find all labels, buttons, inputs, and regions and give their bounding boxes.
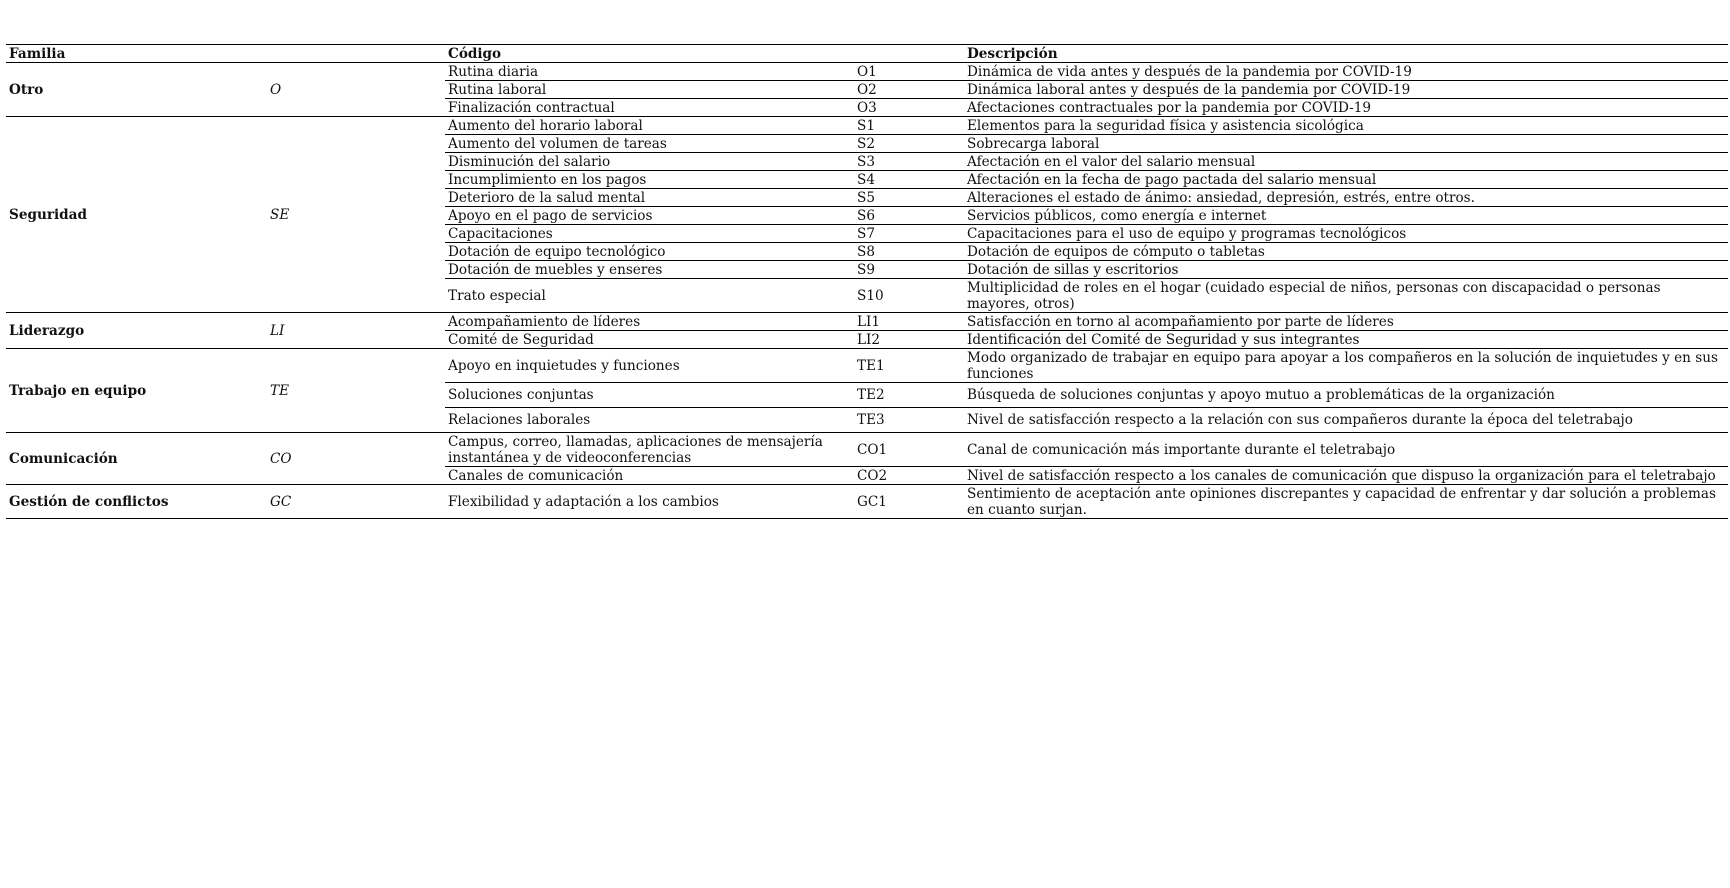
- header-empty-2: [854, 45, 964, 63]
- subcategory-cell: Incumplimiento en los pagos: [445, 171, 854, 189]
- subcategory-cell: Finalización contractual: [445, 99, 854, 117]
- code-cell: GC1: [854, 485, 964, 519]
- subcategory-cell: Apoyo en el pago de servicios: [445, 207, 854, 225]
- code-cell: CO1: [854, 433, 964, 467]
- subcategory-cell: Disminución del salario: [445, 153, 854, 171]
- header-empty: [267, 45, 445, 63]
- description-cell: Afectaciones contractuales por la pandemia por COVID-19: [964, 99, 1728, 117]
- description-cell: Canal de comunicación más importante durante el teletrabajo: [964, 433, 1728, 467]
- description-cell: Servicios públicos, como energía e internet: [964, 207, 1728, 225]
- family-name: Trabajo en equipo: [6, 349, 267, 433]
- description-cell: Dotación de equipos de cómputo o tabletas: [964, 243, 1728, 261]
- description-cell: Multiplicidad de roles en el hogar (cuidado especial de niños, personas con discapacidad o personas mayores, otros): [964, 279, 1728, 313]
- code-cell: S2: [854, 135, 964, 153]
- header-descripcion: Descripción: [967, 46, 1058, 62]
- description-cell: Nivel de satisfacción respecto a la relación con sus compañeros durante la época del teletrabajo: [964, 408, 1728, 433]
- subcategory-cell: Soluciones conjuntas: [445, 383, 854, 408]
- description-cell: Nivel de satisfacción respecto a los canales de comunicación que dispuso la organización para el teletrabajo: [964, 467, 1728, 485]
- subcategory-cell: Rutina diaria: [445, 63, 854, 81]
- subcategory-cell: Dotación de muebles y enseres: [445, 261, 854, 279]
- subcategory-cell: Relaciones laborales: [445, 408, 854, 433]
- family-abbreviation: GC: [267, 485, 445, 519]
- subcategory-cell: Campus, correo, llamadas, aplicaciones de mensajería instantánea y de videoconferencias: [445, 433, 854, 467]
- family-name: Otro: [6, 63, 267, 117]
- code-cell: S3: [854, 153, 964, 171]
- header-codigo: Código: [448, 46, 502, 62]
- table-header: [6, 45, 1728, 63]
- description-cell: Dinámica laboral antes y después de la pandemia por COVID-19: [964, 81, 1728, 99]
- code-cell: S5: [854, 189, 964, 207]
- description-cell: Sentimiento de aceptación ante opiniones discrepantes y capacidad de enfrentar y dar solución a problemas en cuanto surjan.: [964, 485, 1728, 519]
- subcategory-cell: Apoyo en inquietudes y funciones: [445, 349, 854, 383]
- table-row: [6, 63, 1728, 81]
- table-row: [6, 433, 1728, 467]
- description-cell: Capacitaciones para el uso de equipo y programas tecnológicos: [964, 225, 1728, 243]
- description-cell: Dotación de sillas y escritorios: [964, 261, 1728, 279]
- family-abbreviation: O: [267, 63, 445, 117]
- document-page: [6, 44, 1728, 519]
- table-row: [6, 117, 1728, 135]
- code-cell: O1: [854, 63, 964, 81]
- subcategory-cell: Aumento del horario laboral: [445, 117, 854, 135]
- code-cell: LI2: [854, 331, 964, 349]
- subcategory-cell: Trato especial: [445, 279, 854, 313]
- description-cell: Elementos para la seguridad física y asistencia sicológica: [964, 117, 1728, 135]
- description-cell: Sobrecarga laboral: [964, 135, 1728, 153]
- code-cell: CO2: [854, 467, 964, 485]
- family-name: Gestión de conflictos: [6, 485, 267, 519]
- subcategory-cell: Acompañamiento de líderes: [445, 313, 854, 331]
- code-cell: TE1: [854, 349, 964, 383]
- family-name: Liderazgo: [6, 313, 267, 349]
- description-cell: Afectación en el valor del salario mensual: [964, 153, 1728, 171]
- code-cell: LI1: [854, 313, 964, 331]
- category-table: [6, 44, 1728, 519]
- code-cell: S4: [854, 171, 964, 189]
- code-cell: O2: [854, 81, 964, 99]
- subcategory-cell: Comité de Seguridad: [445, 331, 854, 349]
- subcategory-cell: Flexibilidad y adaptación a los cambios: [445, 485, 854, 519]
- subcategory-cell: Canales de comunicación: [445, 467, 854, 485]
- description-cell: Dinámica de vida antes y después de la pandemia por COVID-19: [964, 63, 1728, 81]
- code-cell: S9: [854, 261, 964, 279]
- subcategory-cell: Aumento del volumen de tareas: [445, 135, 854, 153]
- description-cell: Modo organizado de trabajar en equipo para apoyar a los compañeros en la solución de inquietudes y en sus funciones: [964, 349, 1728, 383]
- code-cell: S6: [854, 207, 964, 225]
- description-cell: Satisfacción en torno al acompañamiento por parte de líderes: [964, 313, 1728, 331]
- code-cell: O3: [854, 99, 964, 117]
- code-cell: S10: [854, 279, 964, 313]
- table-row: [6, 313, 1728, 331]
- description-cell: Búsqueda de soluciones conjuntas y apoyo mutuo a problemáticas de la organización: [964, 383, 1728, 408]
- family-abbreviation: CO: [267, 433, 445, 485]
- family-abbreviation: LI: [267, 313, 445, 349]
- family-abbreviation: SE: [267, 117, 445, 313]
- description-cell: Afectación en la fecha de pago pactada del salario mensual: [964, 171, 1728, 189]
- table-body: [6, 63, 1728, 519]
- subcategory-cell: Dotación de equipo tecnológico: [445, 243, 854, 261]
- subcategory-cell: Deterioro de la salud mental: [445, 189, 854, 207]
- code-cell: S8: [854, 243, 964, 261]
- code-cell: S7: [854, 225, 964, 243]
- code-cell: S1: [854, 117, 964, 135]
- table-row: [6, 485, 1728, 519]
- subcategory-cell: Capacitaciones: [445, 225, 854, 243]
- table-row: [6, 349, 1728, 383]
- header-familia: Familia: [9, 46, 66, 62]
- description-cell: Alteraciones el estado de ánimo: ansiedad, depresión, estrés, entre otros.: [964, 189, 1728, 207]
- subcategory-cell: Rutina laboral: [445, 81, 854, 99]
- code-cell: TE3: [854, 408, 964, 433]
- family-abbreviation: TE: [267, 349, 445, 433]
- family-name: Seguridad: [6, 117, 267, 313]
- description-cell: Identificación del Comité de Seguridad y sus integrantes: [964, 331, 1728, 349]
- code-cell: TE2: [854, 383, 964, 408]
- family-name: Comunicación: [6, 433, 267, 485]
